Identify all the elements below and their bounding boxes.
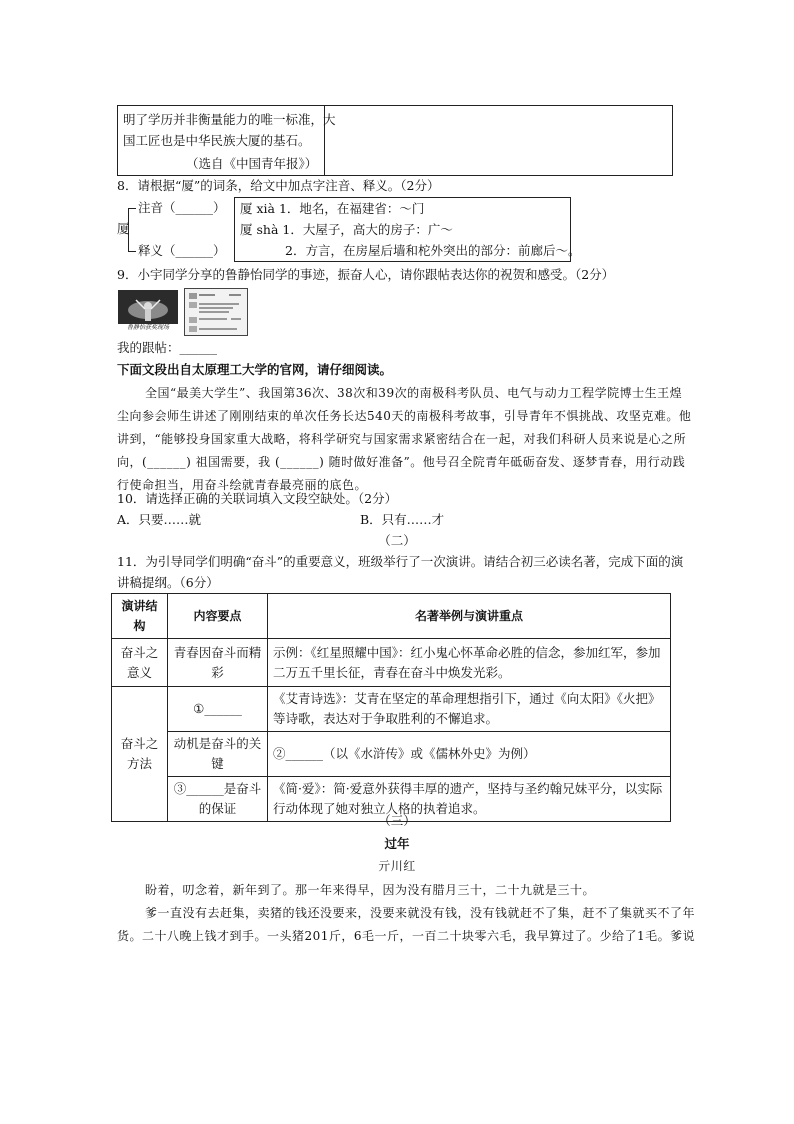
example-blank-2[interactable]: ②______（以《水浒传》或《儒林外史》为例）	[268, 732, 671, 777]
header-example: 名著举例与演讲重点	[268, 594, 671, 639]
post-screenshot-image	[185, 289, 247, 335]
dict-entry-2: 厦 shà 1．大屋子，高大的房子：广～	[240, 222, 453, 237]
q11-question-line-1: 11．为引导同学们明确“奋斗”的重要意义，班级举行了一次演讲。请结合初三必读名著，完成下面的演	[117, 554, 684, 569]
example-aiqing: 《艾青诗选》：艾青在坚定的革命理想指引下，通过《向太阳》《火把》等诗歌，表达对于争取胜利的不懈追求。	[268, 687, 671, 732]
table-row	[112, 687, 671, 732]
section-3-heading: （三）	[378, 813, 416, 828]
reply-label: 我的跟帖：	[117, 340, 180, 355]
q10-option-a[interactable]: A．只要……就	[117, 512, 202, 527]
photo-caption: 鲁静怡获奖现场	[126, 324, 169, 331]
point-blank-1[interactable]: ①______	[168, 687, 268, 732]
quote-line-1: 明了学历并非衡量能力的唯一标准，大	[123, 112, 336, 127]
passage-line-2: 尘向参会师生讲述了刚刚结束的单次任务长达540天的南极科考故事，引导青年不惧挑战、攻坚克难。他	[117, 409, 692, 423]
meaning-blank[interactable]: ______	[175, 243, 214, 258]
reply-blank[interactable]: ______	[179, 340, 218, 355]
structure-meaning: 奋斗之意义	[112, 639, 168, 687]
point-blank-3[interactable]: ③______是奋斗的保证	[168, 777, 268, 822]
passage-line-4: 向，(______) 祖国需要，我 (______) 随时做好准备”。他号召全院青年砥砺奋发、逐梦青春，用行动践	[117, 455, 686, 469]
point-youth: 青春因奋斗而精彩	[168, 639, 268, 687]
story-line-3: 货。二十八晚上钱才到手。一头猪201斤，6毛一斤，一百二十块零六毛，我早算过了。少给了1毛。爹说	[117, 929, 696, 943]
q10-question: 10．请选择正确的关联词填入文段空缺处。（2分）	[117, 491, 398, 506]
pinyin-blank[interactable]: ______	[175, 200, 214, 215]
q11-question-line-2: 讲稿提纲。（6分）	[117, 575, 219, 590]
meaning-label: 释义（	[138, 243, 176, 258]
point-motive: 动机是奋斗的关键	[168, 732, 268, 777]
story-author: 亓川红	[378, 859, 416, 873]
section-2-heading: （二）	[378, 533, 416, 548]
reply-row	[117, 339, 217, 357]
story-line-2: 爹一直没有去赶集，卖猪的钱还没要来，没要来就没有钱，没有钱就赶不了集，赶不了集就买不了年	[145, 906, 696, 920]
header-point: 内容要点	[168, 594, 268, 639]
passage-intro: 下面文段出自太原理工大学的官网，请仔细阅读。	[117, 362, 393, 377]
quote-source: （选自《中国青年报》）	[186, 156, 318, 171]
structure-method: 奋斗之方法	[112, 687, 168, 822]
story-line-1: 盼着，叨念着，新年到了。那一年来得早，因为没有腊月三十，二十九就是三十。	[145, 883, 596, 897]
pinyin-label: 注音（	[138, 200, 176, 215]
example-jane-eyre: 《简·爱》：简·爱意外获得丰厚的遗产，坚持与圣约翰兄妹平分，以实际行动体现了她对独立人格的执着追求。	[268, 777, 671, 822]
pinyin-close: ）	[213, 200, 226, 215]
passage-line-3: 讲到，“能够投身国家重大战略，将科学研究与国家需求紧密结合在一起，对我们科研人员来说是心之所	[117, 432, 687, 446]
q8-char: 厦	[117, 221, 130, 236]
meaning-row	[138, 243, 226, 259]
table-row	[112, 639, 671, 687]
social-post-screenshot	[184, 288, 248, 336]
quote-table	[117, 105, 673, 176]
q9-question: 9．小宇同学分享的鲁静怡同学的事迹，振奋人心，请你跟帖表达你的祝贺和感受。（2分）	[117, 267, 615, 282]
passage-line-5: 行使命担当，用奋斗绘就青春最亮丽的底色。	[117, 478, 368, 492]
dict-entry-3: 2．方言，在房屋后墙和柁外突出的部分：前廊后～。	[285, 243, 581, 258]
q8-question: 8．请根据“厦”的词条，给文中加点字注音、释义。（2分）	[117, 178, 440, 193]
quote-cell	[118, 106, 336, 175]
bracket-top	[128, 208, 136, 209]
dictionary-entry-box	[234, 197, 581, 262]
dict-entry-1: 厦 xià 1．地名，在福建省：～门	[240, 201, 425, 216]
header-structure: 演讲结构	[112, 594, 168, 639]
table-header-row	[112, 594, 671, 639]
bracket-bottom	[128, 251, 136, 252]
story-title: 过年	[384, 836, 410, 851]
q10-option-b[interactable]: B．只有……才	[360, 512, 445, 527]
quote-line-2: 国工匠也是中华民族大厦的基石。	[123, 133, 311, 148]
table-row	[112, 732, 671, 777]
example-red-star: 示例：《红星照耀中国》：红小鬼心怀革命必胜的信念，参加红军，参加二万五千里长征，青春在奋斗中焕发光彩。	[268, 639, 671, 687]
meaning-close: ）	[213, 243, 226, 258]
passage-line-1: 全国“最美大学生”、我国第36次、38次和39次的南极科考队员、电气与动力工程学院博士生王煌	[145, 386, 683, 400]
pinyin-row	[138, 200, 226, 216]
award-photo	[118, 290, 178, 334]
speech-outline-table	[111, 593, 671, 822]
